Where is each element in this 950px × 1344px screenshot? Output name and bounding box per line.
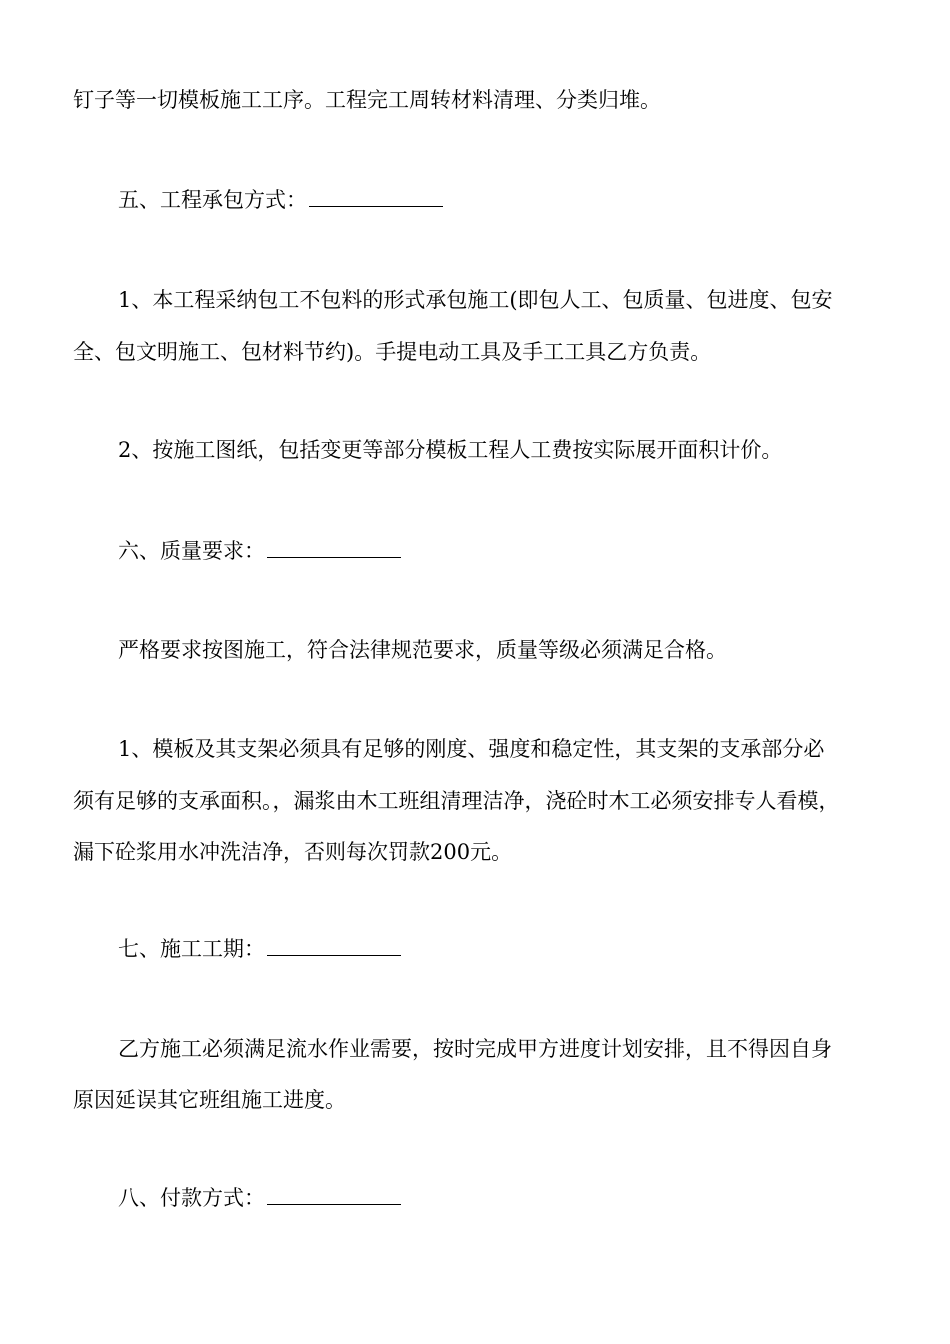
paragraph-line: 2、按施工图纸，包括变更等部分模板工程人工费按实际展开面积计价。: [118, 438, 783, 462]
paragraph-line: 须有足够的支承面积。，漏浆由木工班组清理洁净，浇砼时木工必须安排专人看模，: [73, 789, 840, 813]
section-heading-5: [118, 186, 443, 214]
paragraph-line: 1、本工程采纳包工不包料的形式承包施工(即包人工、包质量、包进度、包安: [118, 288, 833, 312]
fill-in-blank[interactable]: [309, 188, 443, 207]
paragraph-line: 全、包文明施工、包材料节约)。手提电动工具及手工工具乙方负责。: [73, 340, 712, 364]
paragraph-line: 1、模板及其支架必须具有足够的刚度、强度和稳定性，其支架的支承部分必: [118, 737, 825, 761]
section-heading-6: [118, 537, 401, 565]
paragraph-line: 漏下砼浆用水冲洗洁净，否则每次罚款200元。: [73, 840, 513, 864]
heading-text: 五、工程承包方式：: [118, 188, 307, 212]
heading-text: 七、施工工期：: [118, 937, 265, 961]
section-heading-8: [118, 1184, 401, 1212]
fill-in-blank[interactable]: [267, 539, 401, 558]
section-heading-7: [118, 935, 401, 963]
paragraph-line: 乙方施工必须满足流水作业需要，按时完成甲方进度计划安排，且不得因自身: [118, 1037, 832, 1061]
paragraph-line: 严格要求按图施工，符合法律规范要求，质量等级必须满足合格。: [118, 638, 727, 662]
fill-in-blank[interactable]: [267, 937, 401, 956]
paragraph-line: 原因延误其它班组施工进度。: [73, 1088, 346, 1112]
paragraph-line: 钉子等一切模板施工工序。工程完工周转材料清理、分类归堆。: [73, 88, 661, 112]
heading-text: 六、质量要求：: [118, 539, 265, 563]
heading-text: 八、付款方式：: [118, 1186, 265, 1210]
fill-in-blank[interactable]: [267, 1186, 401, 1205]
